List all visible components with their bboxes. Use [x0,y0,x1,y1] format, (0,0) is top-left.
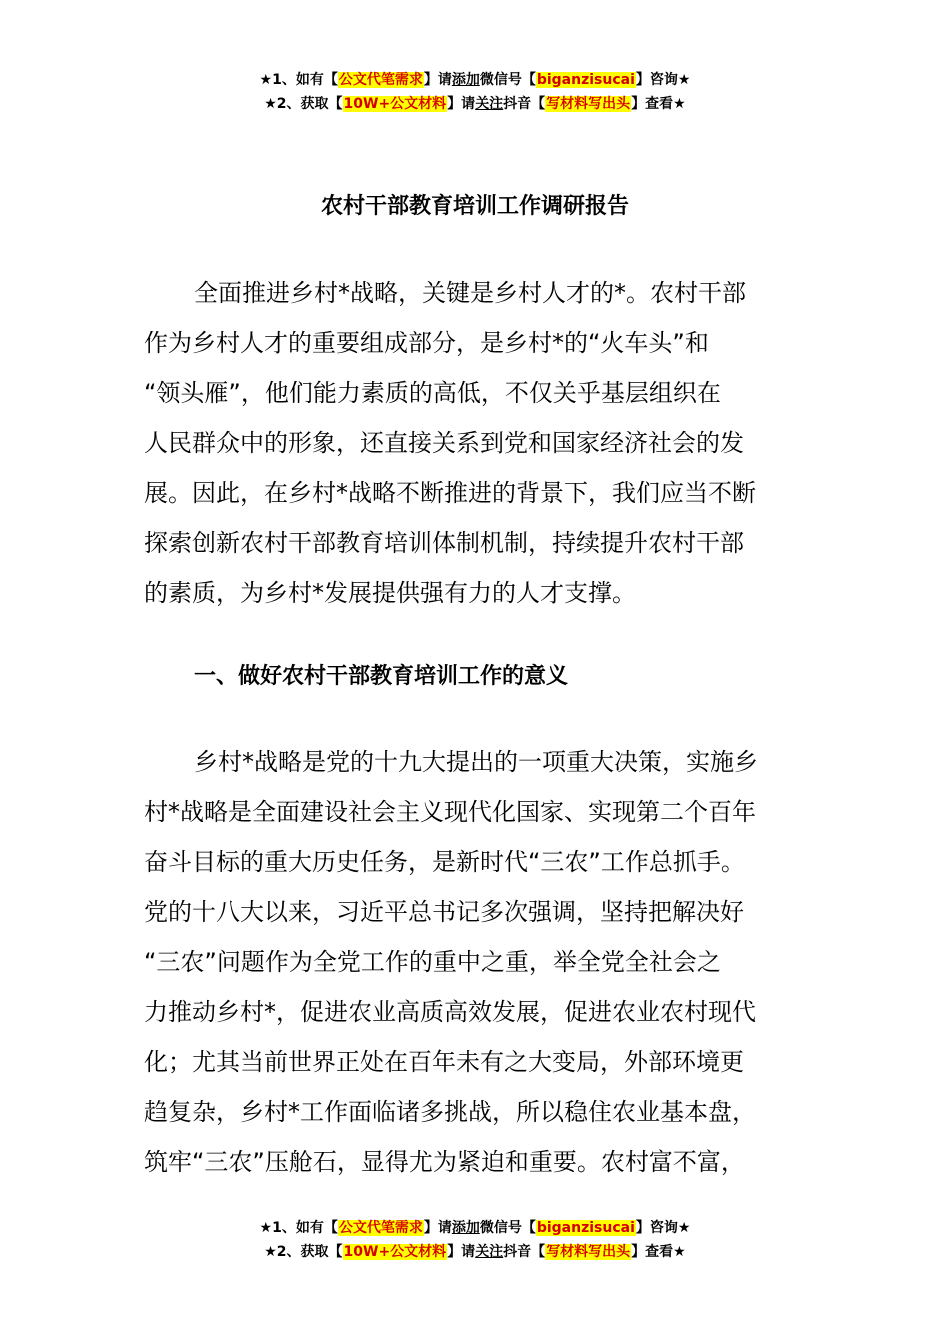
banner-text: 抖音【 [503,1244,546,1260]
paragraph-line: 力推动乡村*，促进农业高质高效发展，促进农业农村现代 [144,998,756,1026]
banner-text: ★2、获取【 [264,1244,343,1260]
paragraph-line: “三农”问题作为全党工作的重中之重，举全党全社会之 [144,948,721,976]
banner-text: 抖音【 [503,96,546,112]
highlight-materials: 10W+公文材料 [343,96,447,112]
banner-text: 】咨询★ [635,1220,691,1236]
banner-line-2 [0,92,950,116]
highlight-materials: 10W+公文材料 [343,1244,447,1260]
underlined-text: 关注 [475,1244,504,1260]
banner-text: 】请 [423,72,452,88]
banner-text: 】查看★ [631,96,686,112]
banner-text: ★1、如有【 [259,72,338,88]
banner-line-2 [0,1240,950,1264]
paragraph-line: 的素质，为乡村*发展提供强有力的人才支撑。 [144,579,636,607]
banner-line-1 [0,68,950,92]
paragraph-line: 村*战略是全面建设社会主义现代化国家、实现第二个百年 [144,798,756,826]
paragraph-line: 全面推进乡村*战略，关键是乡村人才的*。农村干部 [194,279,746,307]
highlight-service: 公文代笔需求 [338,1220,423,1236]
paragraph-line: 乡村*战略是党的十九大提出的一项重大决策，实施乡 [194,748,758,776]
underlined-text: 关注 [475,96,504,112]
banner-text: 】请 [447,96,476,112]
underlined-text: 添加 [451,72,480,88]
banner-text: 】请 [447,1244,476,1260]
banner-text: 微信号【 [479,1220,536,1236]
highlight-service: 公文代笔需求 [338,72,423,88]
highlight-wechat-id: biganzisucai [536,72,635,88]
banner-text: ★2、获取【 [264,96,343,112]
paragraph-line: 筑牢“三农”压舱石，显得尤为紧迫和重要。农村富不富， [144,1148,745,1176]
banner-text: 】请 [423,1220,452,1236]
banner-text: ★1、如有【 [259,1220,338,1236]
section-heading: 一、做好农村干部教育培训工作的意义 [194,664,569,689]
paragraph-line: 奋斗目标的重大历史任务，是新时代“三农”工作总抓手。 [144,848,745,876]
paragraph-line: 党的十八大以来，习近平总书记多次强调，坚持把解决好 [144,898,744,926]
paragraph-line: 化；尤其当前世界正处在百年未有之大变局，外部环境更 [144,1048,744,1076]
document-title: 农村干部教育培训工作调研报告 [320,194,629,219]
banner-line-1 [0,1216,950,1240]
banner-text: 】查看★ [631,1244,686,1260]
paragraph-line: 趋复杂，乡村*工作面临诸多挑战，所以稳住农业基本盘， [144,1098,756,1126]
paragraph-line: 人民群众中的形象，还直接关系到党和国家经济社会的发 [144,429,744,457]
section1-paragraph [144,737,806,1187]
paragraph-line: “领头雁”，他们能力素质的高低，不仅关乎基层组织在 [144,379,721,407]
banner-text: 微信号【 [479,72,536,88]
paragraph-line: 作为乡村人才的重要组成部分，是乡村*的“火车头”和 [144,329,709,357]
highlight-douyin-account: 写材料写出头 [546,96,631,112]
paragraph-line: 展。因此，在乡村*战略不断推进的背景下，我们应当不断 [144,479,756,507]
highlight-wechat-id: biganzisucai [536,1220,635,1236]
underlined-text: 添加 [451,1220,480,1236]
header-banner [0,68,950,116]
intro-paragraph [144,268,806,618]
highlight-douyin-account: 写材料写出头 [546,1244,631,1260]
footer-banner [0,1216,950,1264]
banner-text: 】咨询★ [635,72,691,88]
paragraph-line: 探索创新农村干部教育培训体制机制，持续提升农村干部 [144,529,744,557]
